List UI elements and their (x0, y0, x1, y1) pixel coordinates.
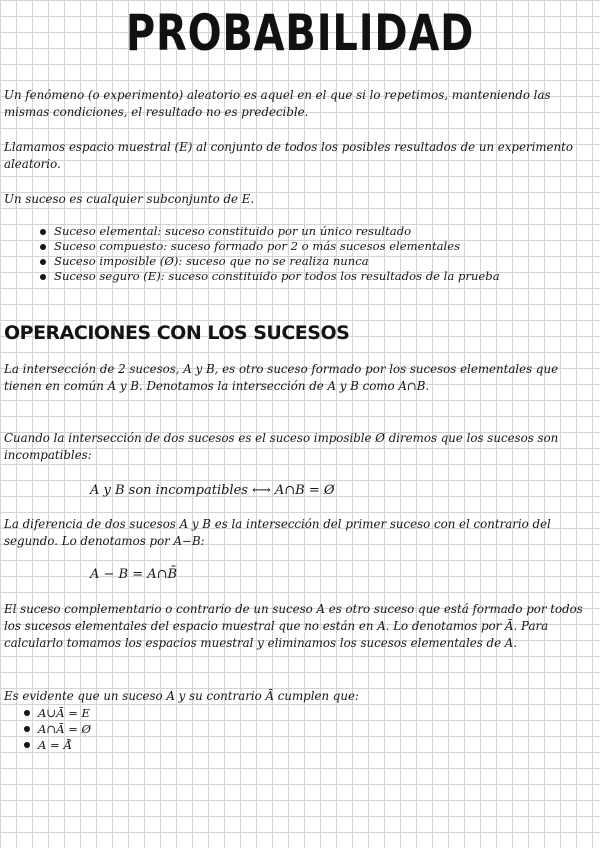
list-item: Suceso seguro (E): suceso constituido por todos los resultados de la prueba (38, 269, 500, 284)
page-title: PROBABILIDAD (125, 4, 475, 62)
complement-properties-list (22, 705, 91, 753)
paragraph-complement-properties: Es evidente que un suceso A y su contrario Ā cumplen que: (4, 689, 359, 703)
paragraph-difference: La diferencia de dos sucesos A y B es la intersección del primer suceso con el contrario del segundo. Lo denotamos por A−B: (4, 517, 551, 548)
list-item: Suceso compuesto: suceso formado por 2 o más sucesos elementales (38, 239, 500, 254)
intro-paragraph-random-experiment: Un fenómeno (o experimento) aleatorio es aquel en el que si lo repetimos, manteniendo las mismas condiciones, el resultado no es predecible. (4, 88, 551, 119)
list-item: A∩Ā = Ø (22, 721, 91, 737)
intro-paragraph-sample-space: Llamamos espacio muestral (E) al conjunto de todos los posibles resultados de un experimento aleatorio. (4, 140, 573, 171)
section-heading-operations: OPERACIONES CON LOS SUCESOS (4, 322, 350, 344)
event-types-list (38, 224, 500, 284)
formula-incompatible: A y B son incompatibles ⟷ A∩B = Ø (90, 483, 335, 498)
list-item: A = Ā̄ (22, 737, 91, 753)
paragraph-complement: El suceso complementario o contrario de un suceso A es otro suceso que está formado por todos los sucesos elementales del espacio muestral que no están en A. Lo denotamos por Ā. Para calcularlo tomamos los espacios muestral y eliminamos los sucesos elementales de A. (4, 602, 583, 650)
list-item: Suceso elemental: suceso constituido por un único resultado (38, 224, 500, 239)
formula-difference: A − B = A∩B̄ (90, 567, 178, 582)
list-item: A∪Ā = E (22, 705, 91, 721)
paragraph-incompatible: Cuando la intersección de dos sucesos es el suceso imposible Ø diremos que los sucesos son incompatibles: (4, 431, 559, 462)
paragraph-intersection: La intersección de 2 sucesos, A y B, es otro suceso formado por los sucesos elementales que tienen en común A y B. Denotamos la intersección de A y B como A∩B. (4, 362, 559, 393)
list-item: Suceso imposible (Ø): suceso que no se realiza nunca (38, 254, 500, 269)
intro-paragraph-event: Un suceso es cualquier subconjunto de E. (4, 192, 255, 206)
